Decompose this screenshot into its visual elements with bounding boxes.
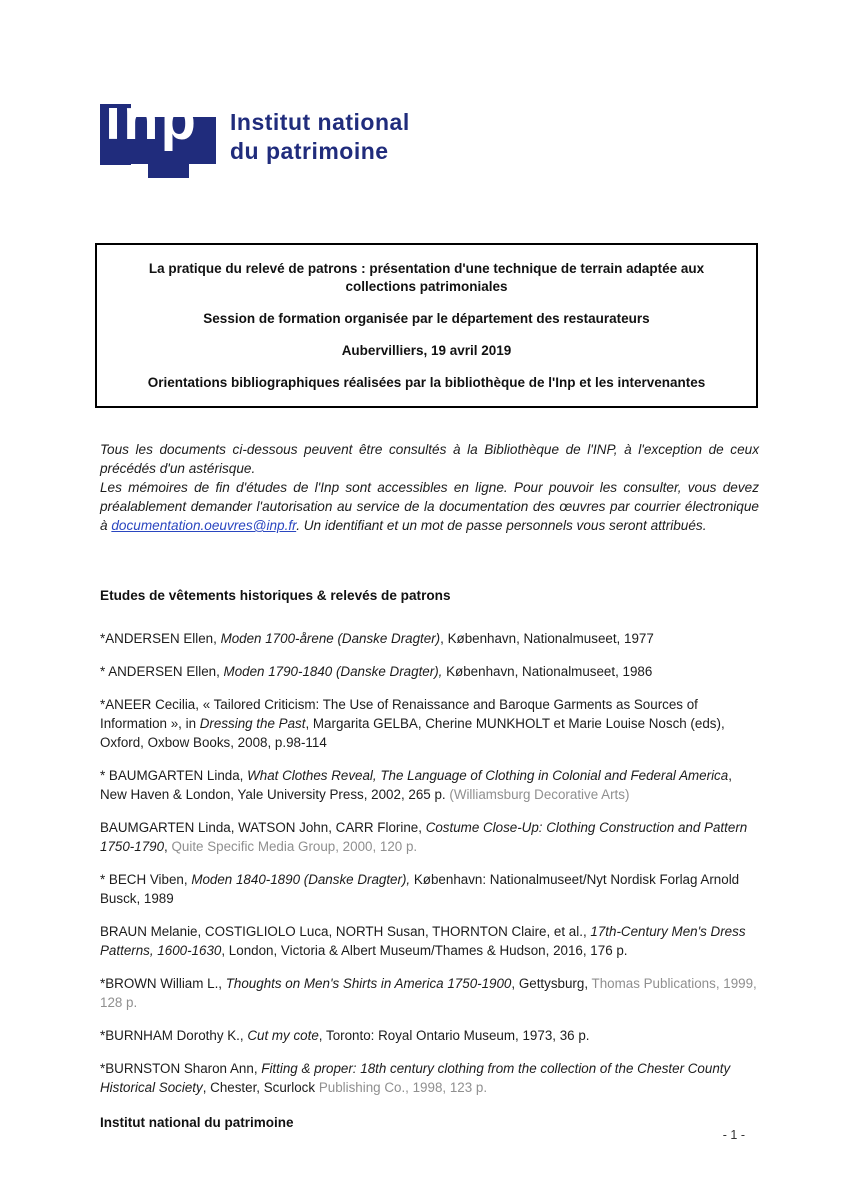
bibliography-segment: (Williamsburg Decorative Arts) bbox=[449, 787, 630, 802]
bibliography-entry bbox=[100, 695, 761, 752]
bibliography-segment: *BURNHAM Dorothy K., bbox=[100, 1028, 248, 1043]
session-title-box bbox=[95, 243, 758, 408]
bibliography-segment: , New Haven & London, Yale University Press, 2002, 265 p. bbox=[100, 768, 732, 802]
bibliography-segment: * BAUMGARTEN Linda, bbox=[100, 768, 248, 783]
bibliography-segment: , Toronto: Royal Ontario Museum, 1973, 36 p. bbox=[318, 1028, 590, 1043]
bibliography-entry bbox=[100, 922, 761, 960]
session-title: La pratique du relevé de patrons : présentation d'une technique de terrain adaptée aux collections patrimoniales bbox=[148, 261, 705, 294]
bibliography-entry bbox=[100, 1026, 761, 1045]
bibliography-segment: , Gettysburg, bbox=[511, 976, 592, 991]
bibliography-segment: BRAUN Melanie, COSTIGLIOLO Luca, NORTH Susan, THORNTON Claire, et al., bbox=[100, 924, 591, 939]
wordmark-line2: du patrimoine bbox=[230, 138, 389, 164]
bibliography-segment: , København, Nationalmuseet, 1977 bbox=[440, 631, 654, 646]
bibliography-segment: Moden 1790-1840 (Danske Dragter), bbox=[223, 664, 443, 679]
bibliography-entry bbox=[100, 662, 761, 681]
access-note-paragraph2-after-link: . Un identifiant et un mot de passe personnels vous seront attribués. bbox=[296, 518, 707, 533]
bibliography-segment: BAUMGARTEN Linda, WATSON John, CARR Florine, bbox=[100, 820, 426, 835]
bibliography-entry bbox=[100, 1059, 761, 1097]
access-note bbox=[100, 440, 759, 535]
logo-acronym-text: inp bbox=[105, 87, 198, 152]
bibliography-segment: , Chester, Scurlock bbox=[202, 1080, 319, 1095]
bibliography-segment: Moden 1700-årene (Danske Dragter) bbox=[220, 631, 441, 646]
logo-shape-bottom-tab bbox=[148, 162, 189, 178]
bibliography-segment: Cut my cote bbox=[247, 1028, 319, 1043]
bibliography-segment: *BROWN William L., bbox=[100, 976, 226, 991]
page-number: - 1 - bbox=[722, 1128, 745, 1142]
bibliography-segment: *BURNSTON Sharon Ann, bbox=[100, 1061, 262, 1076]
bibliography-section bbox=[100, 586, 761, 1111]
bibliography-entry bbox=[100, 870, 761, 908]
footer-institution: Institut national du patrimoine bbox=[100, 1115, 294, 1130]
session-organizer: Session de formation organisée par le département des restaurateurs bbox=[203, 311, 650, 326]
institution-wordmark bbox=[230, 108, 410, 166]
bibliography-segment: , bbox=[164, 839, 172, 854]
bibliography-entry bbox=[100, 766, 761, 804]
bibliography-segment: , London, Victoria & Albert Museum/Thames & Hudson, 2016, 176 p. bbox=[221, 943, 628, 958]
bibliography-segment: What Clothes Reveal, The Language of Clothing in Colonial and Federal America bbox=[247, 768, 729, 783]
bibliography-segment: Thoughts on Men's Shirts in America 1750-1900 bbox=[225, 976, 512, 991]
section-heading: Etudes de vêtements historiques & relevés de patrons bbox=[100, 588, 451, 603]
wordmark-line1: Institut national bbox=[230, 109, 410, 135]
bibliography-segment: Fitting & proper: 18th century clothing from the collection of the Chester County Historical Society bbox=[100, 1061, 731, 1095]
bibliography-segment: *ANEER Cecilia, « Tailored Criticism: The Use of Renaissance and Baroque Garments as Sources of Information », in bbox=[100, 697, 698, 731]
session-date-location: Aubervilliers, 19 avril 2019 bbox=[341, 343, 512, 358]
bibliography-entry bbox=[100, 629, 761, 648]
access-note-paragraph2 bbox=[100, 478, 759, 535]
bibliography-segment: Moden 1840-1890 (Danske Dragter), bbox=[191, 872, 411, 887]
bibliography-segment: * BECH Viben, bbox=[100, 872, 192, 887]
bibliography-segment: Dressing the Past bbox=[199, 716, 306, 731]
bibliography-entry bbox=[100, 818, 761, 856]
bibliography-segment: København, Nationalmuseet, 1986 bbox=[442, 664, 653, 679]
inp-logo bbox=[100, 87, 220, 180]
access-note-paragraph2-before-link: Les mémoires de fin d'études de l'Inp sont accessibles en ligne. Pour pouvoir les consulter, vous devez préalablement demander l'autorisation au service de la documentation des œuvres par courrier électronique à bbox=[100, 480, 759, 533]
bibliography-segment: København: Nationalmuseet/Nyt Nordisk Forlag Arnold Busck, 1989 bbox=[100, 872, 740, 906]
bibliography-segment: 17th-Century Men's Dress Patterns, 1600-1630 bbox=[100, 924, 746, 958]
bibliography-segment: Publishing Co., 1998, 123 p. bbox=[318, 1080, 488, 1095]
bibliography-segment: , Margarita GELBA, Cherine MUNKHOLT et Marie Louise Nosch (eds), Oxford, Oxbow Books, 2008, p.98-114 bbox=[100, 716, 725, 750]
bibliography-entry bbox=[100, 974, 761, 1012]
bibliography-segment: *ANDERSEN Ellen, bbox=[100, 631, 221, 646]
bibliography-segment: Quite Specific Media Group, 2000, 120 p. bbox=[171, 839, 418, 854]
bibliography-segment: Thomas Publications, 1999, 128 p. bbox=[100, 976, 757, 1010]
documentation-email-link[interactable]: documentation.oeuvres@inp.fr bbox=[111, 518, 297, 533]
bibliography-list bbox=[100, 629, 761, 1097]
bibliography-segment: * ANDERSEN Ellen, bbox=[100, 664, 224, 679]
access-note-paragraph1: Tous les documents ci-dessous peuvent être consultés à la Bibliothèque de l'INP, à l'exception de ceux précédés d'un astérisque. bbox=[100, 442, 759, 476]
bibliography-credit: Orientations bibliographiques réalisées par la bibliothèque de l'Inp et les intervenantes bbox=[147, 375, 706, 390]
bibliography-segment: Costume Close-Up: Clothing Construction and Pattern 1750-1790 bbox=[100, 820, 748, 854]
